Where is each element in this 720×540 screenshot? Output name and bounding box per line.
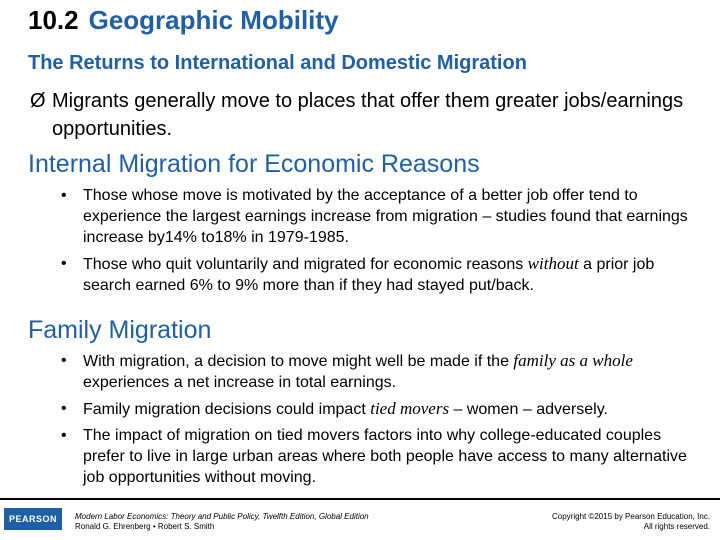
section-heading-family-migration: Family Migration (28, 316, 212, 344)
emphasis-text: without (527, 254, 579, 273)
slide-title (28, 5, 339, 36)
emphasis-text: tied movers (370, 399, 450, 418)
title-text: Geographic Mobility (88, 5, 339, 35)
copyright (552, 512, 710, 532)
bullet-text-start: Family migration decisions could impact (83, 401, 371, 418)
bullet-text-start: With migration, a decision to move might well be made if the (83, 353, 514, 370)
book-title: Modern Labor Economics: Theory and Public Policy, Twelfth Edition, Global Edition (75, 512, 369, 521)
emphasis-text: family as a whole (513, 351, 633, 370)
lead-point (30, 87, 690, 143)
family-migration-bullets (55, 350, 695, 493)
rights-line: All rights reserved. (643, 522, 710, 531)
bullet-text-end: experiences a net increase in total earnings. (83, 374, 397, 391)
list-item (55, 350, 695, 393)
pearson-logo: PEARSON (4, 508, 62, 530)
book-citation (75, 512, 369, 532)
bullet-text-start: Those who quit voluntarily and migrated for economic reasons (83, 256, 528, 273)
bullet-icon: • (61, 400, 67, 417)
bullet-text: The impact of migration on tied movers factors into why college-educated couples prefer to live in large urban areas where both people have access to many alternative job opportunities without moving. (83, 427, 687, 486)
arrow-bullet-icon: Ø (30, 90, 46, 112)
bullet-text-end: – women – adversely. (449, 401, 608, 418)
list-item (55, 253, 695, 296)
list-item (55, 398, 695, 420)
bullet-icon: • (61, 255, 67, 272)
bullet-icon: • (61, 352, 67, 369)
list-item (55, 185, 695, 248)
bullet-text: Those whose move is motivated by the acceptance of a better job offer tend to experience the largest earnings increase from migration – studies found that earnings increase by14% to18% in 1979-1985. (83, 187, 688, 246)
book-authors: Ronald G. Ehrenberg • Robert S. Smith (75, 522, 215, 531)
lead-text: Migrants generally move to places that offer them greater jobs/earnings opportunities. (52, 90, 684, 140)
bullet-icon: • (61, 187, 67, 204)
copyright-line: Copyright ©2015 by Pearson Education, Inc. (552, 512, 710, 521)
bullet-icon: • (61, 427, 67, 444)
section-number: 10.2 (28, 5, 79, 35)
subtitle: The Returns to International and Domestic Migration (28, 52, 527, 74)
bullet-text-end: a prior job search earned 6% to 9% more than if they had stayed put/back. (83, 256, 655, 294)
section-heading-internal-migration: Internal Migration for Economic Reasons (28, 150, 480, 178)
list-item (55, 425, 695, 488)
internal-migration-bullets (55, 185, 695, 301)
footer-divider (0, 498, 720, 500)
